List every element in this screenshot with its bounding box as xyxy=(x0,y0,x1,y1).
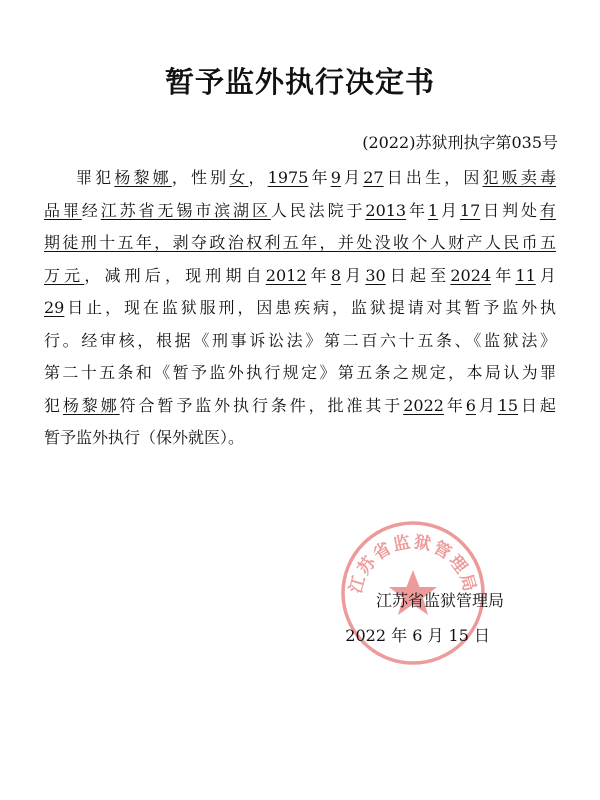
issue-date: 2022 年 6 月 15 日 xyxy=(345,626,490,645)
seal-text: 江苏省监狱管理局 xyxy=(346,532,480,596)
criminal-name: 杨黎娜 xyxy=(114,168,172,187)
body-line-4: 万元，减刑后，现刑期自2012年8月30日起至2024年11月 xyxy=(44,265,556,285)
document-number: (2022)苏狱刑执字第035号 xyxy=(362,133,558,152)
court-name: 江苏省无锡市滨湖区 xyxy=(100,200,271,220)
body-line-2: 品罪经江苏省无锡市滨湖区人民法院于2013年1月17日判处有 xyxy=(44,200,556,220)
body-line-1: 罪犯杨黎娜，性别女，1975年9月27日出生，因犯贩卖毒 xyxy=(76,168,556,187)
body-line-7: 第二十五条和《暂予监外执行规定》第五条之规定，本局认为罪 xyxy=(44,363,556,382)
gender: 女 xyxy=(229,168,249,187)
document-body xyxy=(44,162,556,455)
sentence: 期徒刑十五年，剥夺政治权利五年，并处没收个人财产人民币五 xyxy=(44,233,556,252)
document-title: 暂予监外执行决定书 xyxy=(164,65,435,99)
body-line-3 xyxy=(44,227,556,260)
body-line-9: 暂予监外执行（保外就医）。 xyxy=(44,428,245,447)
body-line-8: 犯杨黎娜符合暂予监外执行条件，批准其于2022年6月15日起 xyxy=(44,395,556,415)
body-line-5: 29日止，现在监狱服刑，因患疾病，监狱提请对其暂予监外执 xyxy=(44,298,556,317)
issuer-signature: 江苏省监狱管理局 xyxy=(375,591,504,610)
body-line-6: 行。经审核，根据《刑事诉讼法》第二百六十五条、《监狱法》 xyxy=(44,330,556,350)
